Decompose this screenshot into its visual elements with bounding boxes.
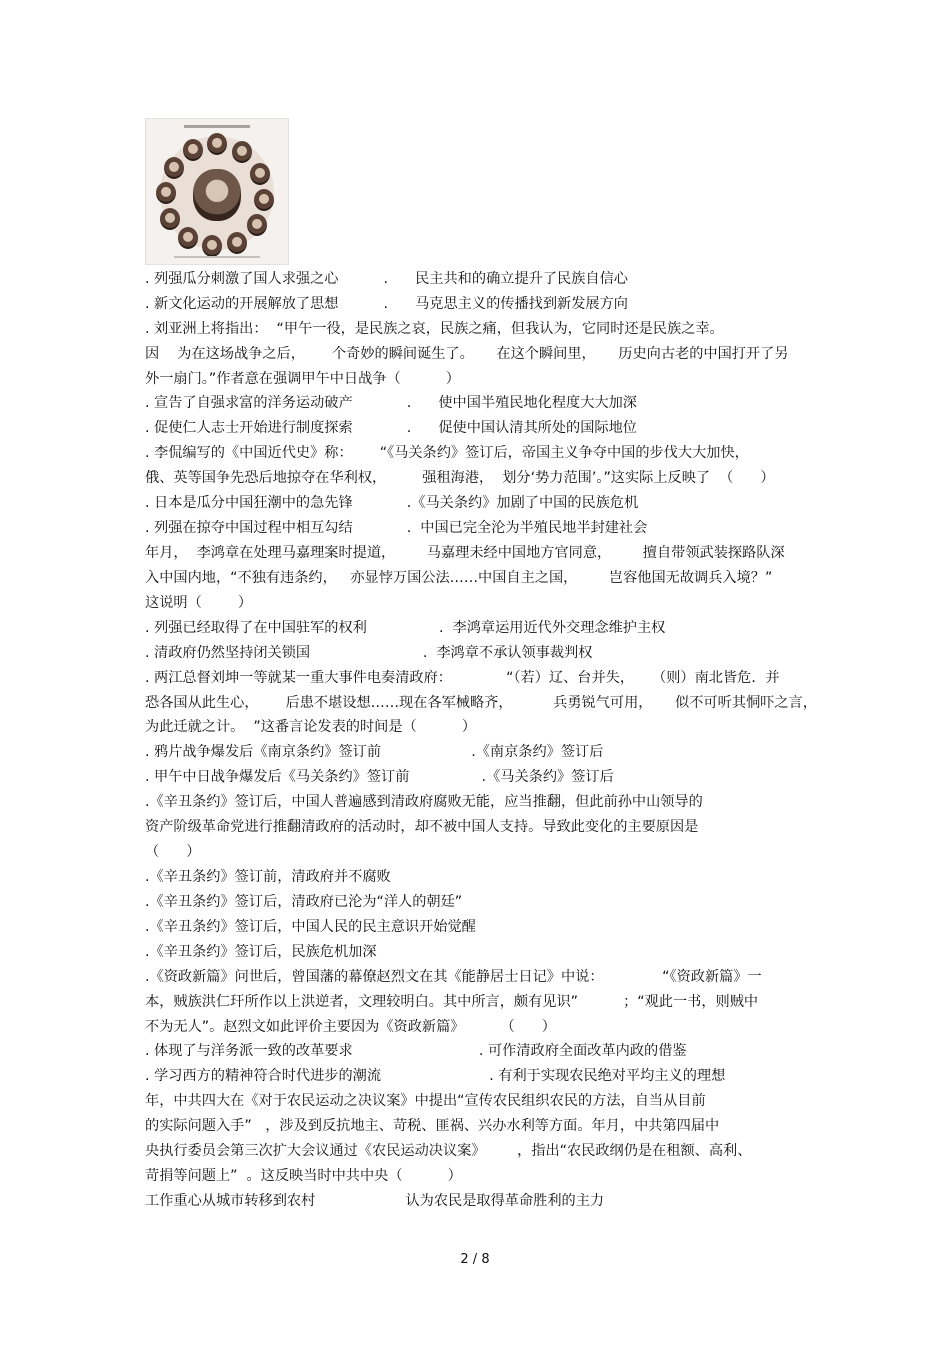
- portrait-collage-image: [145, 118, 289, 265]
- page-number: 2 / 8: [460, 1252, 490, 1267]
- text-line: . 体现了与洋务派一致的改革要求 . 可作清政府全面改革内政的借鉴: [145, 1043, 687, 1059]
- text-line: 年月， 李鸿章在处理马嘉理案时提道， 马嘉理未经中国地方官同意， 擅自带领武装探路队深: [145, 545, 785, 561]
- portrait: [250, 163, 270, 185]
- text-line: 这说明（ ）: [145, 595, 253, 611]
- text-line: . 鸦片战争爆发后《南京条约》签订前 .《南京条约》签订后: [145, 744, 604, 760]
- text-line: . 学习西方的精神符合时代进步的潮流 . 有利于实现农民绝对平均主义的理想: [145, 1068, 726, 1084]
- portrait: [254, 189, 274, 211]
- text-line: 因 为在这场战争之后， 个奇妙的瞬间诞生了。 在这个瞬间里， 历史向古老的中国打开了另: [145, 346, 789, 362]
- text-line: . 列强瓜分刺激了国人求强之心 . 民主共和的确立提升了民族自信心: [145, 271, 628, 287]
- text-line: . 促使仁人志士开始进行制度探索 . 促使中国认清其所处的国际地位: [145, 420, 637, 436]
- text-line: （ ）: [145, 844, 201, 860]
- text-line: 俄、英等国争先恐后地掠夺在华利权， 强租海港， 划分‘势力范围’。”这实际上反映了 （ ）: [145, 470, 775, 486]
- text-line: . 李侃编写的《中国近代史》称： “《马关条约》签订后，帝国主义争夺中国的步伐大大加快，: [145, 445, 749, 461]
- portrait: [183, 139, 203, 161]
- text-line: . 新文化运动的开展解放了思想 . 马克思主义的传播找到新发展方向: [145, 296, 628, 312]
- text-line: .《辛丑条约》签订后，中国人普遍感到清政府腐败无能，应当推翻，但此前孙中山领导的: [145, 794, 703, 810]
- text-line: 外一扇门。”作者意在强调甲午中日战争（ ）: [145, 371, 460, 387]
- text-line: 不为无人”。赵烈文如此评价主要因为《资政新篇》 （ ）: [145, 1019, 556, 1035]
- image-caption-mark: [184, 125, 250, 128]
- text-line: .《辛丑条约》签订后，民族危机加深: [145, 944, 377, 960]
- text-line: . 刘亚洲上将指出： “甲午一役，是民族之哀，民族之痛，但我认为，它同时还是民族之幸。: [145, 321, 724, 337]
- text-line: . 两江总督刘坤一等就某一重大事件电奏清政府： “（若）辽、台并失， （则）南北皆危．并: [145, 670, 780, 686]
- portrait: [156, 182, 176, 204]
- portrait: [227, 232, 247, 254]
- text-line: 本，贼族洪仁玕所作以上洪逆者，文理较明白。其中所言，颇有见识” ；“观此一书，则贼中: [145, 994, 759, 1010]
- text-line: . 日本是瓜分中国狂潮中的急先锋 .《马关条约》加剧了中国的民族危机: [145, 495, 639, 511]
- portrait: [232, 141, 252, 163]
- text-line: . 宣告了自强求富的洋务运动破产 . 使中国半殖民地化程度大大加深: [145, 395, 637, 411]
- central-portrait: [193, 169, 241, 221]
- text-line: 恐各国从此生心， 后患不堪设想……现在各军械略齐， 兵勇锐气可用， 似不可听其恫吓之言，: [145, 695, 817, 711]
- portrait: [202, 235, 222, 257]
- text-line: . 列强在掠夺中国过程中相互勾结 . 中国已完全沦为半殖民地半封建社会: [145, 520, 648, 536]
- text-line: .《辛丑条约》签订后，中国人民的民主意识开始觉醒: [145, 919, 476, 935]
- text-line: . 清政府仍然坚持闭关锁国 . 李鸿章不承认领事裁判权: [145, 645, 593, 661]
- text-line: .《辛丑条约》签订后，清政府已沦为“洋人的朝廷”: [145, 894, 463, 910]
- portrait: [164, 157, 184, 179]
- portrait: [178, 227, 198, 249]
- text-line: .《资政新篇》问世后，曾国藩的幕僚赵烈文在其《能静居士日记》中说： “《资政新篇》一: [145, 969, 762, 985]
- text-line: . 甲午中日战争爆发后《马关条约》签订前 .《马关条约》签订后: [145, 769, 614, 785]
- text-line: 入中国内地，“不独有违条约， 亦显悖万国公法……中国自主之国， 岂容他国无故调兵入境？”: [145, 570, 773, 586]
- text-line: 资产阶级革命党进行推翻清政府的活动时，却不被中国人支持。导致此变化的主要原因是: [145, 819, 699, 835]
- portrait: [160, 208, 180, 230]
- text-line: 工作重心从城市转移到农村 认为农民是取得革命胜利的主力: [145, 1193, 605, 1209]
- text-line: 苛捐等问题上” 。这反映当时中共中央（ ）: [145, 1168, 462, 1184]
- text-line: 年，中共四大在《对于农民运动之决议案》中提出“宣传农民组织农民的方法，自当从目前: [145, 1093, 706, 1109]
- text-line: 为此迁就之计。 ”这番言论发表的时间是（ ）: [145, 719, 477, 735]
- portrait: [247, 214, 267, 236]
- text-line: 的实际问题入手” ，涉及到反抗地主、苛税、匪祸、兴办水利等方面。年月，中共第四届中: [145, 1118, 720, 1134]
- text-line: . 列强已经取得了在中国驻军的权利 . 李鸿章运用近代外交理念维护主权: [145, 620, 666, 636]
- image-caption-mark: [174, 256, 260, 258]
- portrait: [207, 133, 227, 155]
- text-line: .《辛丑条约》签订前，清政府并不腐败: [145, 869, 391, 885]
- text-line: 央执行委员会第三次扩大会议通过《农民运动决议案》 ，指出“农民政纲仍是在租额、高利、: [145, 1143, 752, 1159]
